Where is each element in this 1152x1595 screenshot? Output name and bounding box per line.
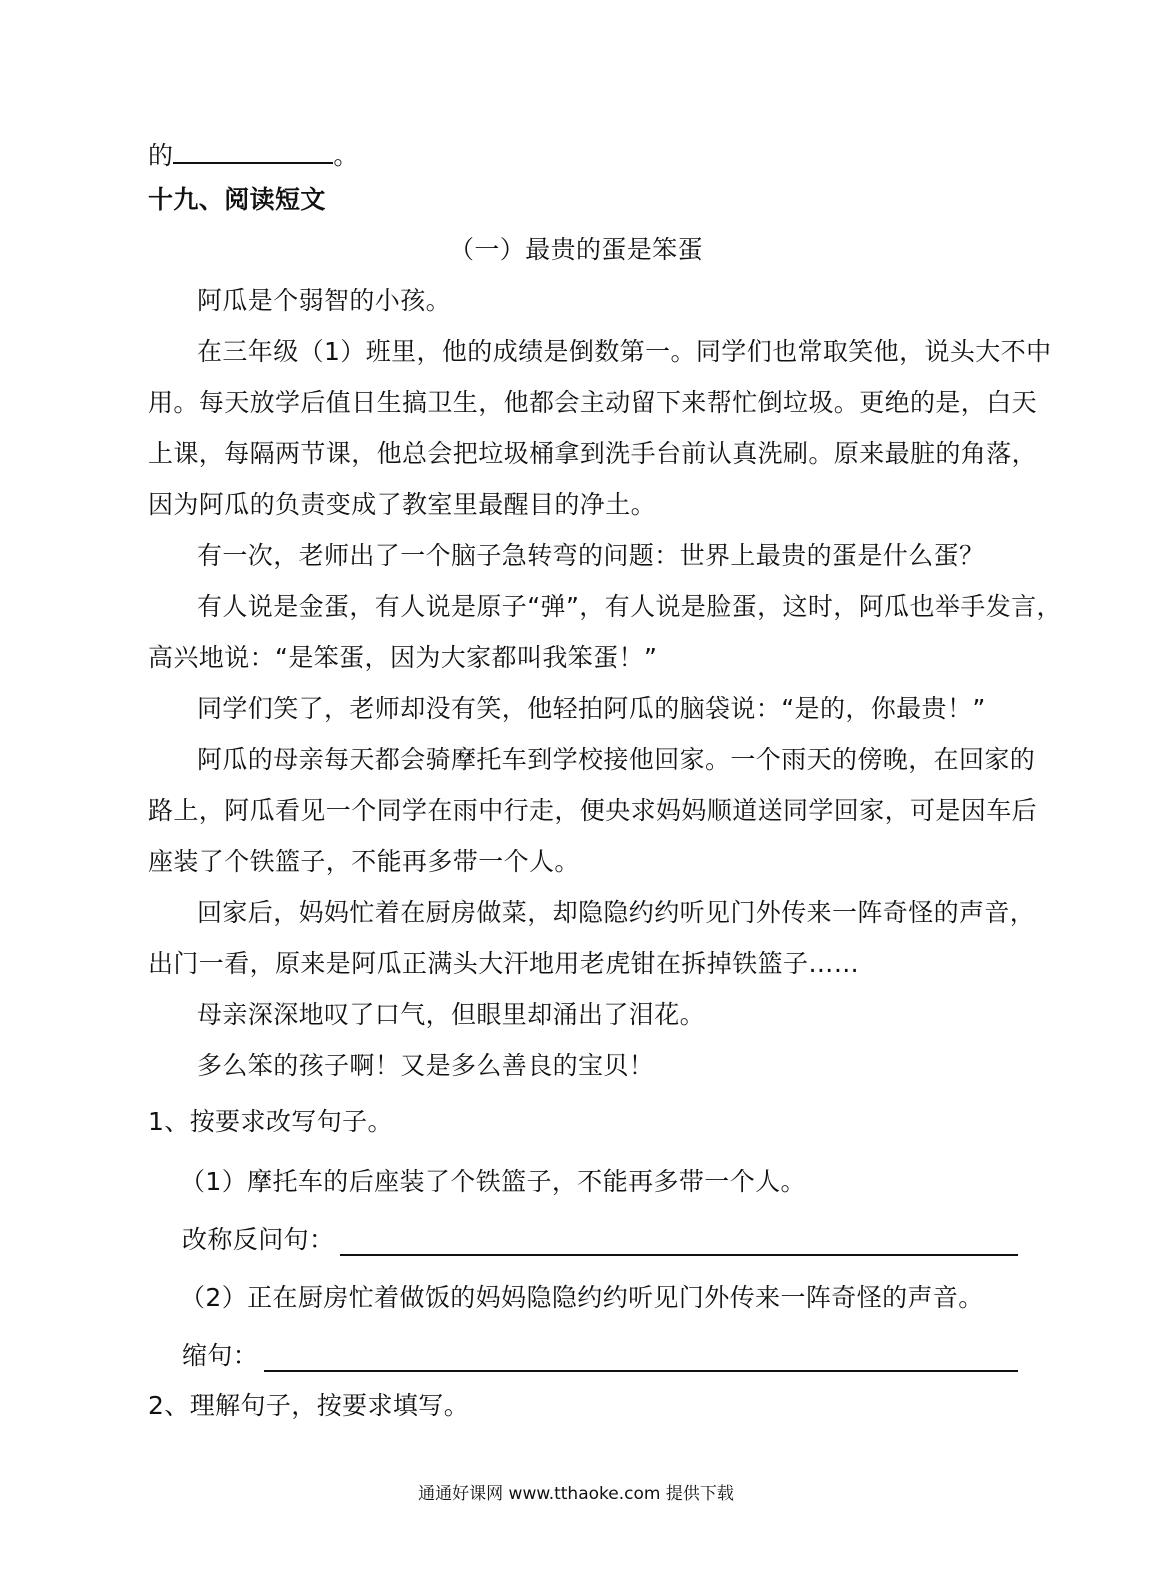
question-1: 1、按要求改写句子。 [148, 1107, 393, 1136]
top-fragment-text: 的 [148, 141, 174, 170]
shorten-sentence-row [182, 1340, 1018, 1372]
rewrite-question-row [182, 1224, 1018, 1256]
article-line: 母亲深深地叹了口气，但眼里却涌出了泪花。 [197, 1000, 706, 1029]
top-fragment [148, 138, 1018, 172]
article-line: 回家后，妈妈忙着在厨房做菜，却隐隐约约听见门外传来一阵奇怪的声音， [197, 898, 1036, 927]
shorten-sentence-label: 缩句： [182, 1341, 259, 1370]
article-line: 阿瓜是个弱智的小孩。 [197, 286, 452, 315]
article-line: 座装了个铁篮子，不能再多带一个人。 [148, 847, 580, 876]
question-1-2: （2）正在厨房忙着做饭的妈妈隐隐约约听见门外传来一阵奇怪的声音。 [180, 1283, 984, 1312]
article-title: （一）最贵的蛋是笨蛋 [448, 235, 703, 264]
article-line: 多么笨的孩子啊！又是多么善良的宝贝！ [197, 1051, 655, 1080]
rewrite-question-label: 改称反问句： [182, 1225, 335, 1254]
article-line: 有一次，老师出了一个脑子急转弯的问题：世界上最贵的蛋是什么蛋？ [197, 541, 985, 570]
article-line: 出门一看，原来是阿瓜正满头大汗地用老虎钳在拆掉铁篮子…… [148, 949, 860, 978]
article-line: 高兴地说：“是笨蛋，因为大家都叫我笨蛋！” [148, 643, 658, 672]
question-1-1: （1）摩托车的后座装了个铁篮子，不能再多带一个人。 [180, 1167, 806, 1196]
article-line: 有人说是金蛋，有人说是原子“弹”，有人说是脸蛋，这时，阿瓜也举手发言， [197, 592, 1062, 621]
answer-blank[interactable] [173, 138, 333, 164]
article-line: 用。每天放学后值日生搞卫生，他都会主动留下来帮忙倒垃圾。更绝的是，白天 [148, 388, 1038, 417]
article-line: 同学们笑了，老师却没有笑，他轻拍阿瓜的脑袋说：“是的，你最贵！” [197, 694, 986, 723]
rewrite-answer-line[interactable] [340, 1230, 1018, 1256]
shorten-answer-line[interactable] [264, 1346, 1018, 1372]
section-title: 十九、阅读短文 [148, 185, 326, 214]
top-fragment-end: 。 [333, 141, 359, 170]
article-line: 因为阿瓜的负责变成了教室里最醒目的净土。 [148, 490, 657, 519]
question-2: 2、理解句子，按要求填写。 [148, 1391, 470, 1420]
article-line: 阿瓜的母亲每天都会骑摩托车到学校接他回家。一个雨天的傍晚，在回家的 [197, 745, 1036, 774]
article-line: 路上，阿瓜看见一个同学在雨中行走，便央求妈妈顺道送同学回家，可是因车后 [148, 796, 1038, 825]
article-line: 在三年级（1）班里，他的成绩是倒数第一。同学们也常取笑他，说头大不中 [197, 337, 1052, 366]
article-line: 上课，每隔两节课，他总会把垃圾桶拿到洗手台前认真洗刷。原来最脏的角落， [148, 439, 1038, 468]
page-footer: 通通好课网 www.tthaoke.com 提供下载 [418, 1484, 734, 1504]
